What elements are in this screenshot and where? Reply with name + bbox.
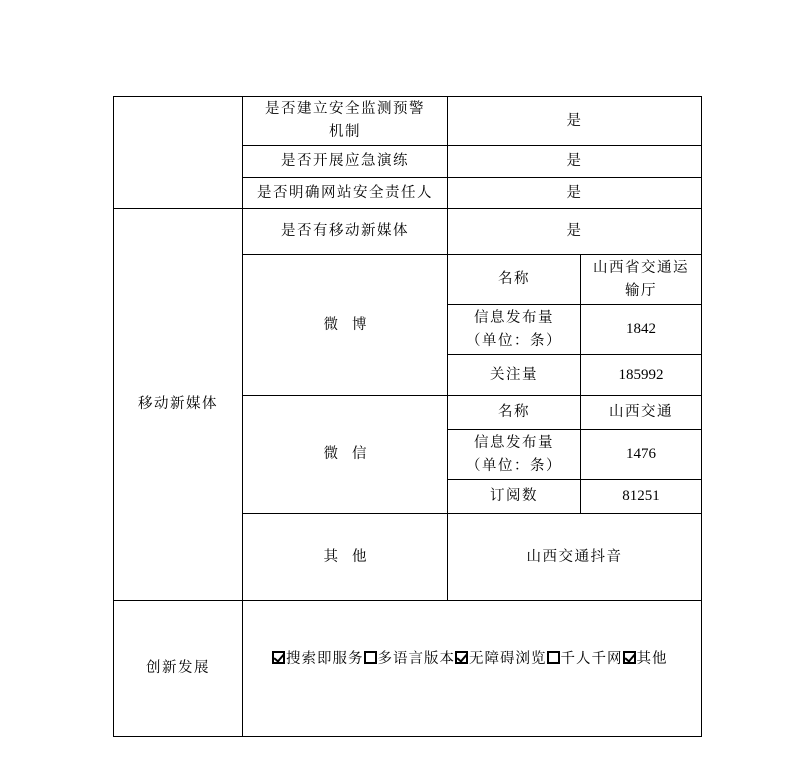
innovation-section-label: 创新发展 [146,660,210,676]
weibo-name-line2: 输厅 [625,282,657,299]
option-label: 无障碍浏览 [469,650,547,667]
weibo-followers-label: 关注量 [490,366,538,383]
checkbox-checked-icon[interactable] [623,651,636,664]
weibo-posts-label-line2: （单位：条） [466,332,562,349]
monitoring-label-line1: 是否建立安全监测预警 [265,101,425,117]
has-media-label: 是否有移动新媒体 [281,223,409,239]
wechat-name-value: 山西交通 [609,404,673,420]
responsible-label: 是否明确网站安全责任人 [257,184,433,201]
wechat-subscribers-label: 订阅数 [490,488,538,504]
wechat-posts-value: 1476 [626,446,656,462]
weibo-posts-value: 1842 [626,321,656,337]
option-label: 多语言版本 [377,650,455,667]
weibo-name-line1: 山西省交通运 [593,259,689,276]
weibo-posts-label-line1: 信息发布量 [474,309,554,326]
option-label: 千人千网 [560,650,623,667]
option-label: 其他 [636,650,668,667]
drill-label: 是否开展应急演练 [281,153,409,169]
wechat-posts-label-line1: 信息发布量 [474,434,554,451]
weibo-name-value [581,255,701,304]
table-border-right [701,96,702,737]
weibo-name-label: 名称 [498,271,530,287]
wechat-label: 微信 [323,446,381,462]
other-value: 山西交通抖音 [526,548,623,565]
monitoring-label [243,97,447,145]
checkbox-checked-icon[interactable] [272,651,285,664]
table-border-bottom [113,736,702,737]
weibo-followers-value: 185992 [618,366,664,383]
wechat-subscribers-value: 81251 [622,488,660,504]
wechat-posts-label [448,430,580,479]
responsible-value: 是 [566,184,583,201]
monitoring-value: 是 [566,112,583,129]
checkbox-unchecked-icon[interactable] [364,651,377,664]
wechat-posts-label-line2: （单位：条） [466,457,562,474]
checkbox-checked-icon[interactable] [455,651,468,664]
checkbox-unchecked-icon[interactable] [547,651,560,664]
innovation-options [272,645,668,669]
wechat-name-label: 名称 [498,404,530,420]
option-label: 搜索即服务 [286,650,364,667]
drill-value: 是 [566,153,583,169]
weibo-posts-label [448,305,580,354]
weibo-label: 微博 [323,316,381,333]
monitoring-label-line2: 机制 [329,124,361,140]
other-label: 其他 [323,548,381,565]
mobile-media-section-label: 移动新媒体 [138,396,218,412]
has-media-value: 是 [566,223,583,239]
